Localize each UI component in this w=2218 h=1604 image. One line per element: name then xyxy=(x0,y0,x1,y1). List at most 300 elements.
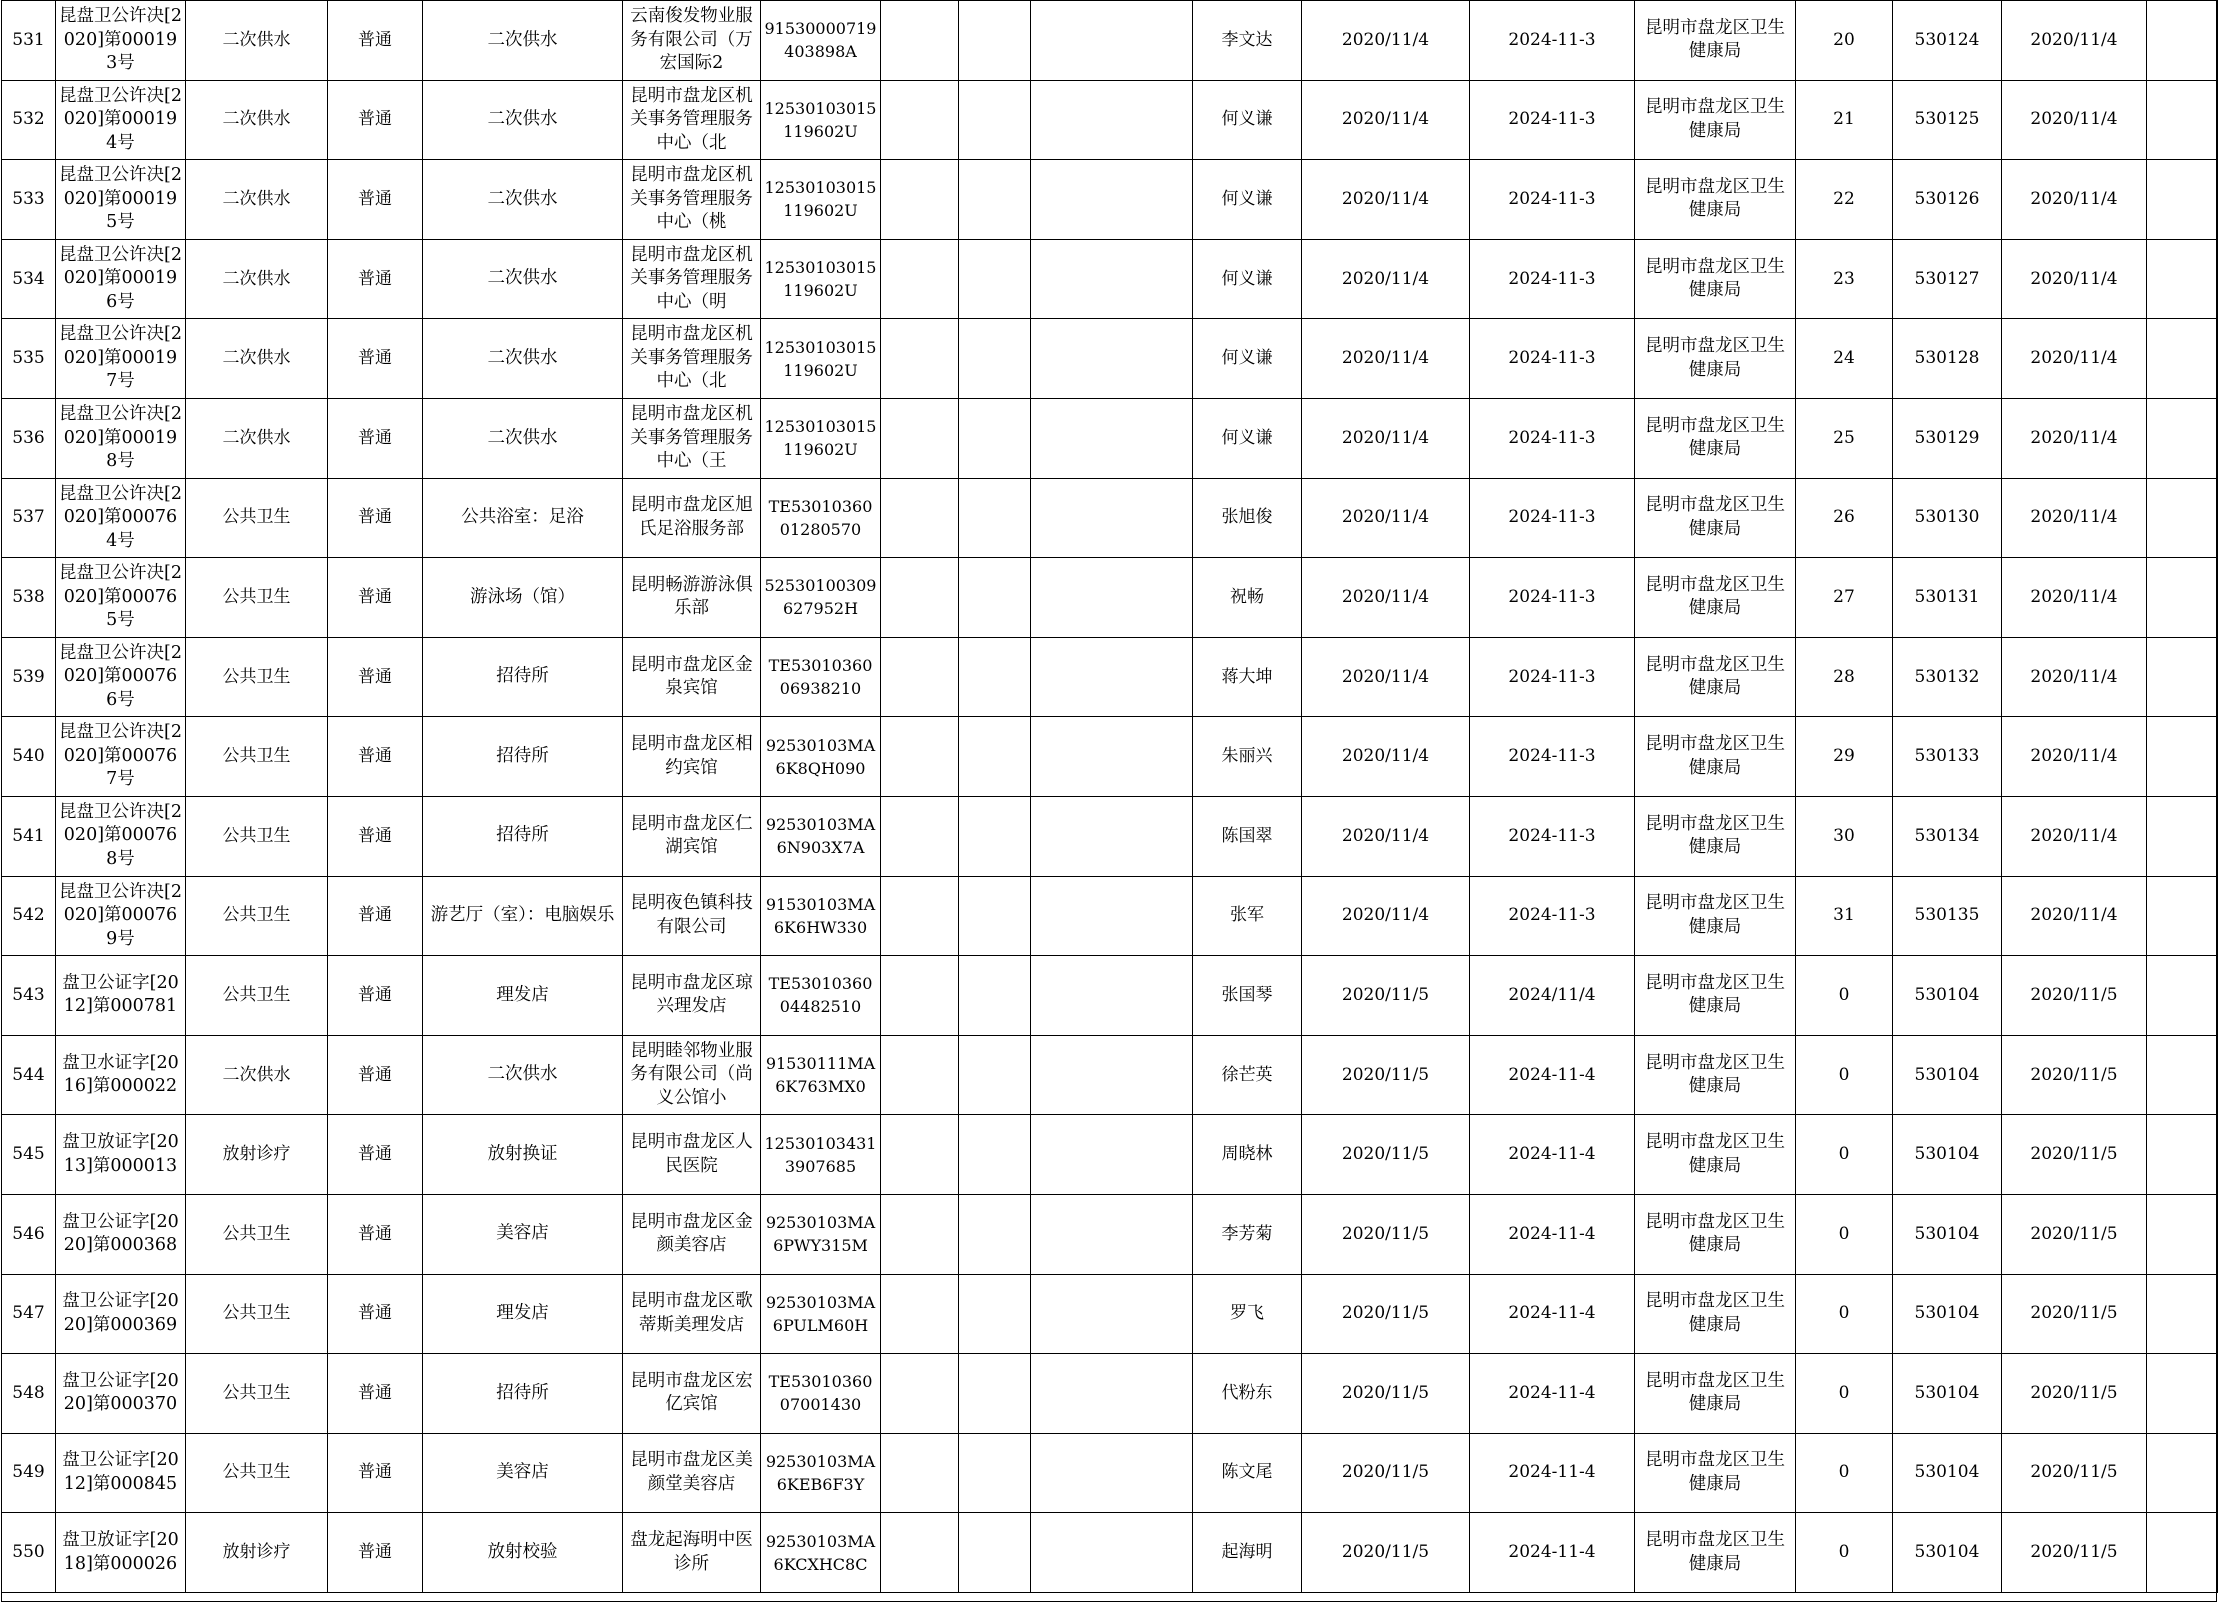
update-date-cell[interactable] xyxy=(2002,239,2147,319)
category-cell[interactable] xyxy=(186,1354,328,1434)
entity-name-cell[interactable] xyxy=(623,478,761,558)
category-cell[interactable] xyxy=(186,398,328,478)
update-date-cell[interactable] xyxy=(2002,558,2147,638)
row-number-cell[interactable] xyxy=(2,1035,56,1115)
project-cell[interactable] xyxy=(423,80,623,160)
blank-cell[interactable] xyxy=(881,319,959,399)
blank-cell[interactable] xyxy=(959,637,1031,717)
project-cell[interactable] xyxy=(423,1354,623,1434)
blank-cell[interactable] xyxy=(959,160,1031,240)
entity-name-cell[interactable] xyxy=(623,717,761,797)
sequence-cell[interactable] xyxy=(1796,319,1893,399)
update-date-cell[interactable] xyxy=(2002,160,2147,240)
update-date-cell[interactable] xyxy=(2002,1,2147,81)
authority-cell[interactable] xyxy=(1635,239,1796,319)
blank-cell[interactable] xyxy=(2147,160,2218,240)
blank-cell[interactable] xyxy=(1031,1433,1193,1513)
entity-name-cell[interactable] xyxy=(623,1115,761,1195)
legal-person-cell[interactable] xyxy=(1193,1354,1302,1434)
row-number-cell[interactable] xyxy=(2,637,56,717)
blank-cell[interactable] xyxy=(881,876,959,956)
project-cell[interactable] xyxy=(423,1,623,81)
level-cell[interactable] xyxy=(328,956,423,1036)
legal-person-cell[interactable] xyxy=(1193,1513,1302,1593)
legal-person-cell[interactable] xyxy=(1193,717,1302,797)
level-cell[interactable] xyxy=(328,1274,423,1354)
category-cell[interactable] xyxy=(186,1433,328,1513)
blank-cell[interactable] xyxy=(2147,876,2218,956)
row-number-cell[interactable] xyxy=(2,478,56,558)
row-number-cell[interactable] xyxy=(2,876,56,956)
decision-date-cell[interactable] xyxy=(1302,876,1470,956)
sequence-cell[interactable] xyxy=(1796,398,1893,478)
legal-person-cell[interactable] xyxy=(1193,796,1302,876)
sequence-cell[interactable] xyxy=(1796,1513,1893,1593)
entity-name-cell[interactable] xyxy=(623,398,761,478)
category-cell[interactable] xyxy=(186,1194,328,1274)
blank-cell[interactable] xyxy=(881,478,959,558)
update-date-cell[interactable] xyxy=(2002,876,2147,956)
project-cell[interactable] xyxy=(423,1035,623,1115)
blank-cell[interactable] xyxy=(959,398,1031,478)
update-date-cell[interactable] xyxy=(2002,1354,2147,1434)
decision-date-cell[interactable] xyxy=(1302,1035,1470,1115)
license-number-cell[interactable] xyxy=(56,796,186,876)
legal-person-cell[interactable] xyxy=(1193,876,1302,956)
row-number-cell[interactable] xyxy=(2,239,56,319)
credit-code-cell[interactable] xyxy=(761,1513,881,1593)
update-date-cell[interactable] xyxy=(2002,956,2147,1036)
blank-cell[interactable] xyxy=(1031,876,1193,956)
decision-date-cell[interactable] xyxy=(1302,239,1470,319)
entity-name-cell[interactable] xyxy=(623,637,761,717)
blank-cell[interactable] xyxy=(959,717,1031,797)
decision-date-cell[interactable] xyxy=(1302,1274,1470,1354)
level-cell[interactable] xyxy=(328,558,423,638)
sequence-cell[interactable] xyxy=(1796,796,1893,876)
blank-cell[interactable] xyxy=(959,319,1031,399)
license-number-cell[interactable] xyxy=(56,478,186,558)
entity-name-cell[interactable] xyxy=(623,796,761,876)
category-cell[interactable] xyxy=(186,1,328,81)
expiry-date-cell[interactable] xyxy=(1470,319,1635,399)
sequence-cell[interactable] xyxy=(1796,637,1893,717)
expiry-date-cell[interactable] xyxy=(1470,1513,1635,1593)
sequence-cell[interactable] xyxy=(1796,1433,1893,1513)
category-cell[interactable] xyxy=(186,1115,328,1195)
row-number-cell[interactable] xyxy=(2,956,56,1036)
legal-person-cell[interactable] xyxy=(1193,478,1302,558)
decision-date-cell[interactable] xyxy=(1302,1115,1470,1195)
expiry-date-cell[interactable] xyxy=(1470,558,1635,638)
blank-cell[interactable] xyxy=(2147,478,2218,558)
update-date-cell[interactable] xyxy=(2002,717,2147,797)
decision-date-cell[interactable] xyxy=(1302,1,1470,81)
blank-cell[interactable] xyxy=(881,717,959,797)
entity-name-cell[interactable] xyxy=(623,319,761,399)
authority-cell[interactable] xyxy=(1635,1433,1796,1513)
credit-code-cell[interactable] xyxy=(761,1194,881,1274)
entity-name-cell[interactable] xyxy=(623,239,761,319)
blank-cell[interactable] xyxy=(881,558,959,638)
area-code-cell[interactable] xyxy=(1893,1274,2002,1354)
decision-date-cell[interactable] xyxy=(1302,319,1470,399)
category-cell[interactable] xyxy=(186,478,328,558)
update-date-cell[interactable] xyxy=(2002,398,2147,478)
legal-person-cell[interactable] xyxy=(1193,1035,1302,1115)
legal-person-cell[interactable] xyxy=(1193,1,1302,81)
sequence-cell[interactable] xyxy=(1796,1194,1893,1274)
decision-date-cell[interactable] xyxy=(1302,637,1470,717)
authority-cell[interactable] xyxy=(1635,478,1796,558)
blank-cell[interactable] xyxy=(959,1115,1031,1195)
project-cell[interactable] xyxy=(423,796,623,876)
category-cell[interactable] xyxy=(186,637,328,717)
authority-cell[interactable] xyxy=(1635,319,1796,399)
blank-cell[interactable] xyxy=(959,239,1031,319)
credit-code-cell[interactable] xyxy=(761,956,881,1036)
blank-cell[interactable] xyxy=(1031,956,1193,1036)
blank-cell[interactable] xyxy=(2147,1,2218,81)
blank-cell[interactable] xyxy=(1031,1035,1193,1115)
entity-name-cell[interactable] xyxy=(623,1,761,81)
blank-cell[interactable] xyxy=(1031,319,1193,399)
blank-cell[interactable] xyxy=(2147,1194,2218,1274)
blank-cell[interactable] xyxy=(2147,1354,2218,1434)
category-cell[interactable] xyxy=(186,1035,328,1115)
license-number-cell[interactable] xyxy=(56,160,186,240)
project-cell[interactable] xyxy=(423,1194,623,1274)
blank-cell[interactable] xyxy=(2147,637,2218,717)
expiry-date-cell[interactable] xyxy=(1470,80,1635,160)
license-number-cell[interactable] xyxy=(56,1433,186,1513)
category-cell[interactable] xyxy=(186,1513,328,1593)
level-cell[interactable] xyxy=(328,319,423,399)
credit-code-cell[interactable] xyxy=(761,478,881,558)
blank-cell[interactable] xyxy=(881,80,959,160)
row-number-cell[interactable] xyxy=(2,1433,56,1513)
project-cell[interactable] xyxy=(423,1115,623,1195)
blank-cell[interactable] xyxy=(959,876,1031,956)
authority-cell[interactable] xyxy=(1635,956,1796,1036)
license-number-cell[interactable] xyxy=(56,398,186,478)
blank-cell[interactable] xyxy=(881,1035,959,1115)
level-cell[interactable] xyxy=(328,876,423,956)
level-cell[interactable] xyxy=(328,717,423,797)
sequence-cell[interactable] xyxy=(1796,1115,1893,1195)
row-number-cell[interactable] xyxy=(2,80,56,160)
blank-cell[interactable] xyxy=(959,1194,1031,1274)
blank-cell[interactable] xyxy=(1031,1,1193,81)
blank-cell[interactable] xyxy=(1031,1194,1193,1274)
project-cell[interactable] xyxy=(423,1433,623,1513)
credit-code-cell[interactable] xyxy=(761,1,881,81)
sequence-cell[interactable] xyxy=(1796,1354,1893,1434)
category-cell[interactable] xyxy=(186,796,328,876)
blank-cell[interactable] xyxy=(1031,1274,1193,1354)
update-date-cell[interactable] xyxy=(2002,1274,2147,1354)
blank-cell[interactable] xyxy=(1031,717,1193,797)
credit-code-cell[interactable] xyxy=(761,637,881,717)
sequence-cell[interactable] xyxy=(1796,478,1893,558)
decision-date-cell[interactable] xyxy=(1302,956,1470,1036)
project-cell[interactable] xyxy=(423,717,623,797)
entity-name-cell[interactable] xyxy=(623,1194,761,1274)
authority-cell[interactable] xyxy=(1635,398,1796,478)
update-date-cell[interactable] xyxy=(2002,637,2147,717)
project-cell[interactable] xyxy=(423,956,623,1036)
area-code-cell[interactable] xyxy=(1893,637,2002,717)
level-cell[interactable] xyxy=(328,1194,423,1274)
blank-cell[interactable] xyxy=(2147,1115,2218,1195)
category-cell[interactable] xyxy=(186,80,328,160)
license-number-cell[interactable] xyxy=(56,717,186,797)
sequence-cell[interactable] xyxy=(1796,1,1893,81)
legal-person-cell[interactable] xyxy=(1193,558,1302,638)
blank-cell[interactable] xyxy=(959,558,1031,638)
area-code-cell[interactable] xyxy=(1893,1115,2002,1195)
expiry-date-cell[interactable] xyxy=(1470,1035,1635,1115)
category-cell[interactable] xyxy=(186,558,328,638)
row-number-cell[interactable] xyxy=(2,558,56,638)
area-code-cell[interactable] xyxy=(1893,80,2002,160)
update-date-cell[interactable] xyxy=(2002,1194,2147,1274)
level-cell[interactable] xyxy=(328,478,423,558)
authority-cell[interactable] xyxy=(1635,1274,1796,1354)
entity-name-cell[interactable] xyxy=(623,80,761,160)
authority-cell[interactable] xyxy=(1635,1354,1796,1434)
credit-code-cell[interactable] xyxy=(761,876,881,956)
category-cell[interactable] xyxy=(186,239,328,319)
area-code-cell[interactable] xyxy=(1893,1513,2002,1593)
area-code-cell[interactable] xyxy=(1893,478,2002,558)
expiry-date-cell[interactable] xyxy=(1470,1194,1635,1274)
update-date-cell[interactable] xyxy=(2002,796,2147,876)
entity-name-cell[interactable] xyxy=(623,558,761,638)
blank-cell[interactable] xyxy=(2147,1274,2218,1354)
blank-cell[interactable] xyxy=(2147,1433,2218,1513)
area-code-cell[interactable] xyxy=(1893,956,2002,1036)
project-cell[interactable] xyxy=(423,478,623,558)
area-code-cell[interactable] xyxy=(1893,876,2002,956)
level-cell[interactable] xyxy=(328,239,423,319)
category-cell[interactable] xyxy=(186,160,328,240)
decision-date-cell[interactable] xyxy=(1302,1194,1470,1274)
blank-cell[interactable] xyxy=(2147,80,2218,160)
decision-date-cell[interactable] xyxy=(1302,1513,1470,1593)
blank-cell[interactable] xyxy=(881,796,959,876)
blank-cell[interactable] xyxy=(2147,956,2218,1036)
project-cell[interactable] xyxy=(423,1274,623,1354)
decision-date-cell[interactable] xyxy=(1302,717,1470,797)
blank-cell[interactable] xyxy=(2147,398,2218,478)
authority-cell[interactable] xyxy=(1635,876,1796,956)
level-cell[interactable] xyxy=(328,1115,423,1195)
license-number-cell[interactable] xyxy=(56,558,186,638)
authority-cell[interactable] xyxy=(1635,80,1796,160)
credit-code-cell[interactable] xyxy=(761,1115,881,1195)
blank-cell[interactable] xyxy=(959,80,1031,160)
area-code-cell[interactable] xyxy=(1893,1354,2002,1434)
credit-code-cell[interactable] xyxy=(761,398,881,478)
area-code-cell[interactable] xyxy=(1893,1,2002,81)
row-number-cell[interactable] xyxy=(2,1354,56,1434)
blank-cell[interactable] xyxy=(1031,398,1193,478)
decision-date-cell[interactable] xyxy=(1302,558,1470,638)
area-code-cell[interactable] xyxy=(1893,1194,2002,1274)
decision-date-cell[interactable] xyxy=(1302,1354,1470,1434)
blank-cell[interactable] xyxy=(881,160,959,240)
decision-date-cell[interactable] xyxy=(1302,80,1470,160)
blank-cell[interactable] xyxy=(959,1,1031,81)
project-cell[interactable] xyxy=(423,558,623,638)
area-code-cell[interactable] xyxy=(1893,1433,2002,1513)
expiry-date-cell[interactable] xyxy=(1470,876,1635,956)
project-cell[interactable] xyxy=(423,319,623,399)
credit-code-cell[interactable] xyxy=(761,1354,881,1434)
blank-cell[interactable] xyxy=(959,478,1031,558)
license-number-cell[interactable] xyxy=(56,1,186,81)
blank-cell[interactable] xyxy=(959,1354,1031,1434)
category-cell[interactable] xyxy=(186,717,328,797)
blank-cell[interactable] xyxy=(959,1433,1031,1513)
blank-cell[interactable] xyxy=(959,1274,1031,1354)
sequence-cell[interactable] xyxy=(1796,558,1893,638)
blank-cell[interactable] xyxy=(881,956,959,1036)
blank-cell[interactable] xyxy=(1031,160,1193,240)
area-code-cell[interactable] xyxy=(1893,1035,2002,1115)
entity-name-cell[interactable] xyxy=(623,956,761,1036)
license-number-cell[interactable] xyxy=(56,1035,186,1115)
expiry-date-cell[interactable] xyxy=(1470,160,1635,240)
level-cell[interactable] xyxy=(328,637,423,717)
level-cell[interactable] xyxy=(328,398,423,478)
decision-date-cell[interactable] xyxy=(1302,1433,1470,1513)
blank-cell[interactable] xyxy=(881,1354,959,1434)
blank-cell[interactable] xyxy=(2147,239,2218,319)
sequence-cell[interactable] xyxy=(1796,160,1893,240)
blank-cell[interactable] xyxy=(2147,558,2218,638)
expiry-date-cell[interactable] xyxy=(1470,478,1635,558)
update-date-cell[interactable] xyxy=(2002,319,2147,399)
blank-cell[interactable] xyxy=(881,1,959,81)
expiry-date-cell[interactable] xyxy=(1470,1,1635,81)
entity-name-cell[interactable] xyxy=(623,1513,761,1593)
sequence-cell[interactable] xyxy=(1796,80,1893,160)
authority-cell[interactable] xyxy=(1635,796,1796,876)
row-number-cell[interactable] xyxy=(2,796,56,876)
legal-person-cell[interactable] xyxy=(1193,398,1302,478)
blank-cell[interactable] xyxy=(2147,796,2218,876)
blank-cell[interactable] xyxy=(881,637,959,717)
blank-cell[interactable] xyxy=(1031,1513,1193,1593)
authority-cell[interactable] xyxy=(1635,1035,1796,1115)
area-code-cell[interactable] xyxy=(1893,398,2002,478)
blank-cell[interactable] xyxy=(881,1115,959,1195)
authority-cell[interactable] xyxy=(1635,717,1796,797)
blank-cell[interactable] xyxy=(959,796,1031,876)
row-number-cell[interactable] xyxy=(2,1274,56,1354)
expiry-date-cell[interactable] xyxy=(1470,956,1635,1036)
blank-cell[interactable] xyxy=(881,1513,959,1593)
level-cell[interactable] xyxy=(328,160,423,240)
blank-cell[interactable] xyxy=(959,956,1031,1036)
legal-person-cell[interactable] xyxy=(1193,637,1302,717)
update-date-cell[interactable] xyxy=(2002,80,2147,160)
area-code-cell[interactable] xyxy=(1893,717,2002,797)
level-cell[interactable] xyxy=(328,1513,423,1593)
row-number-cell[interactable] xyxy=(2,717,56,797)
license-number-cell[interactable] xyxy=(56,80,186,160)
project-cell[interactable] xyxy=(423,398,623,478)
sequence-cell[interactable] xyxy=(1796,239,1893,319)
expiry-date-cell[interactable] xyxy=(1470,1274,1635,1354)
row-number-cell[interactable] xyxy=(2,1115,56,1195)
blank-cell[interactable] xyxy=(1031,239,1193,319)
area-code-cell[interactable] xyxy=(1893,239,2002,319)
authority-cell[interactable] xyxy=(1635,637,1796,717)
authority-cell[interactable] xyxy=(1635,558,1796,638)
blank-cell[interactable] xyxy=(1031,1115,1193,1195)
credit-code-cell[interactable] xyxy=(761,319,881,399)
credit-code-cell[interactable] xyxy=(761,1274,881,1354)
blank-cell[interactable] xyxy=(2147,717,2218,797)
credit-code-cell[interactable] xyxy=(761,558,881,638)
license-number-cell[interactable] xyxy=(56,1354,186,1434)
expiry-date-cell[interactable] xyxy=(1470,796,1635,876)
expiry-date-cell[interactable] xyxy=(1470,1354,1635,1434)
blank-cell[interactable] xyxy=(2147,319,2218,399)
update-date-cell[interactable] xyxy=(2002,1115,2147,1195)
license-number-cell[interactable] xyxy=(56,1274,186,1354)
expiry-date-cell[interactable] xyxy=(1470,717,1635,797)
expiry-date-cell[interactable] xyxy=(1470,398,1635,478)
blank-cell[interactable] xyxy=(881,239,959,319)
project-cell[interactable] xyxy=(423,160,623,240)
row-number-cell[interactable] xyxy=(2,160,56,240)
expiry-date-cell[interactable] xyxy=(1470,637,1635,717)
project-cell[interactable] xyxy=(423,1513,623,1593)
row-number-cell[interactable] xyxy=(2,319,56,399)
expiry-date-cell[interactable] xyxy=(1470,1115,1635,1195)
update-date-cell[interactable] xyxy=(2002,1035,2147,1115)
license-number-cell[interactable] xyxy=(56,876,186,956)
level-cell[interactable] xyxy=(328,1035,423,1115)
sequence-cell[interactable] xyxy=(1796,717,1893,797)
credit-code-cell[interactable] xyxy=(761,1433,881,1513)
project-cell[interactable] xyxy=(423,239,623,319)
license-number-cell[interactable] xyxy=(56,239,186,319)
credit-code-cell[interactable] xyxy=(761,717,881,797)
entity-name-cell[interactable] xyxy=(623,876,761,956)
area-code-cell[interactable] xyxy=(1893,796,2002,876)
legal-person-cell[interactable] xyxy=(1193,1194,1302,1274)
license-number-cell[interactable] xyxy=(56,1115,186,1195)
update-date-cell[interactable] xyxy=(2002,1433,2147,1513)
authority-cell[interactable] xyxy=(1635,1,1796,81)
project-cell[interactable] xyxy=(423,876,623,956)
legal-person-cell[interactable] xyxy=(1193,956,1302,1036)
entity-name-cell[interactable] xyxy=(623,1274,761,1354)
blank-cell[interactable] xyxy=(881,398,959,478)
blank-cell[interactable] xyxy=(2147,1513,2218,1593)
update-date-cell[interactable] xyxy=(2002,1513,2147,1593)
authority-cell[interactable] xyxy=(1635,1115,1796,1195)
legal-person-cell[interactable] xyxy=(1193,80,1302,160)
category-cell[interactable] xyxy=(186,1274,328,1354)
entity-name-cell[interactable] xyxy=(623,1035,761,1115)
credit-code-cell[interactable] xyxy=(761,239,881,319)
